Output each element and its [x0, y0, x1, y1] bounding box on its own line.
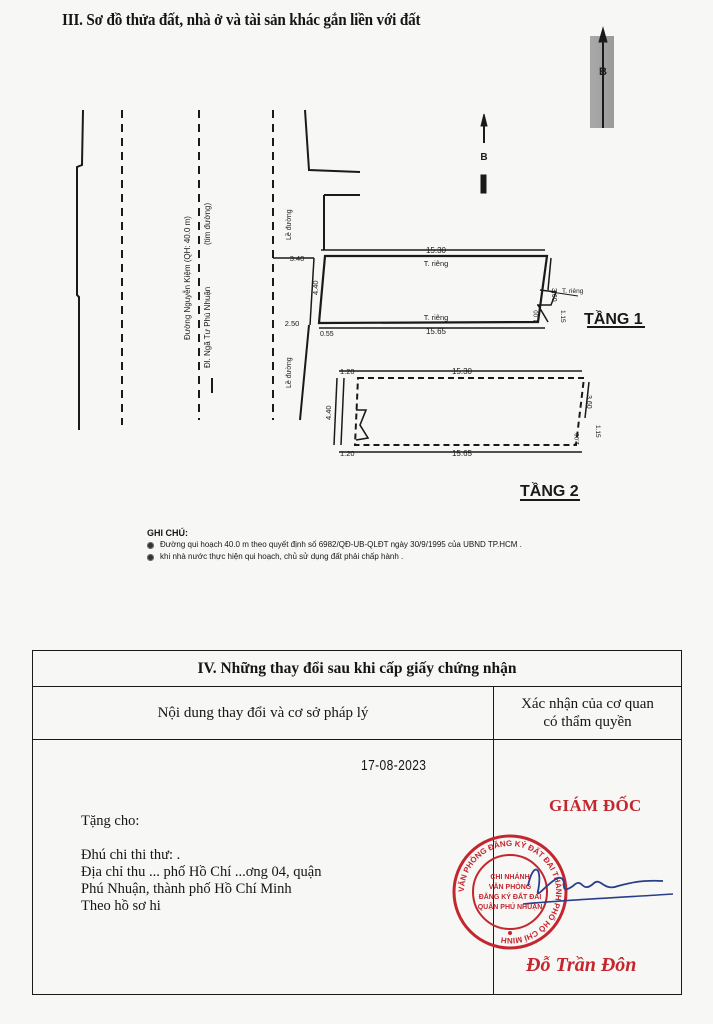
changes-table [32, 650, 682, 995]
bullet-icon [147, 542, 154, 549]
svg-text:4.40: 4.40 [311, 280, 320, 295]
svg-text:VĂN PHÒNG: VĂN PHÒNG [488, 884, 532, 891]
svg-text:1.20: 1.20 [340, 367, 355, 376]
svg-text:T. riêng: T. riêng [562, 288, 584, 295]
floor-2-label: TẦNG 2 [520, 483, 579, 500]
svg-text:VĂN PHÒNG ĐĂNG KÝ ĐẤT ĐAI THÀN: VĂN PHÒNG ĐĂNG KÝ ĐẤT ĐAI THÀNH PHỐ HỒ CHÍ MINH [456, 838, 564, 946]
svg-text:15.30: 15.30 [425, 246, 447, 255]
intersection-label: Đl. Ngã Tư Phú Nhuận [203, 286, 212, 368]
svg-text:1.00: 1.00 [534, 310, 540, 322]
notes-heading: GHI CHÚ: [147, 528, 188, 538]
signer-name: Đỗ Trần Đôn [526, 954, 637, 976]
column-header-content: Nội dung thay đổi và cơ sở pháp lý [33, 687, 493, 740]
svg-text:0.55: 0.55 [320, 331, 334, 338]
svg-text:15.30: 15.30 [451, 367, 473, 376]
section-4-title: IV. Những thay đổi sau khi cấp giấy chứng nhận [33, 651, 681, 687]
svg-text:1.20: 1.20 [340, 449, 355, 458]
notes-section [147, 527, 522, 563]
sidewalk-label-top: Lề đường [286, 209, 293, 240]
svg-text:T. riêng: T. riêng [423, 259, 449, 268]
svg-text:T. riêng: T. riêng [423, 313, 449, 322]
svg-text:ĐĂNG KÝ ĐẤT ĐAI: ĐĂNG KÝ ĐẤT ĐAI [478, 894, 542, 901]
bullet-icon [147, 554, 154, 561]
authority-title: GIÁM ĐỐC [549, 796, 642, 815]
svg-text:1.15: 1.15 [559, 310, 566, 323]
svg-text:1.15: 1.15 [594, 425, 601, 438]
svg-text:4.40: 4.40 [324, 405, 333, 420]
change-content: Tặng cho: Đhú chi thi thư: . Địa chỉ thu ... phố Hồ Chí ...ơng 04, quận Phú Nhuận, thành phố Hồ Chí Minh Theo hồ sơ hi [81, 813, 322, 914]
svg-text:1.00: 1.00 [575, 433, 581, 445]
section-3-title: III. Sơ đồ thửa đất, nhà ở và tài sản khác gắn liền với đất [62, 10, 421, 29]
svg-text:CHI NHÁNH: CHI NHÁNH [490, 874, 530, 881]
svg-text:(tim đường): (tim đường) [203, 202, 212, 245]
svg-text:3.60: 3.60 [585, 395, 592, 409]
svg-text:3.40: 3.40 [289, 254, 305, 263]
svg-text:2.50: 2.50 [284, 319, 300, 328]
svg-text:15.65: 15.65 [451, 449, 473, 458]
north-label: B [599, 66, 607, 78]
svg-text:15.65: 15.65 [425, 327, 447, 336]
road-name-label: Đường Nguyễn Kiệm (QH: 40.0 m) [183, 216, 192, 340]
sidewalk-label-bottom: Lề đường [286, 357, 293, 388]
svg-text:QUẬN PHÚ NHUẬN: QUẬN PHÚ NHUẬN [477, 904, 543, 911]
note-item: khi nhà nước thực hiện qui hoạch, chủ sử dụng đất phải chấp hành . [147, 551, 522, 563]
floor-1-label: TẦNG 1 [584, 311, 643, 328]
svg-text:B: B [480, 152, 488, 163]
column-header-authority: Xác nhận của cơ quan có thẩm quyền [493, 687, 681, 740]
north-arrow-icon [599, 28, 607, 128]
change-date: 17-08-2023 [361, 757, 427, 774]
svg-text:3.60: 3.60 [550, 288, 557, 302]
note-item: Đường qui hoạch 40.0 m theo quyết định số 6982/QĐ-UB-QLĐT ngày 30/9/1995 của UBND TP.HCM . [147, 539, 522, 551]
signature [523, 856, 673, 916]
